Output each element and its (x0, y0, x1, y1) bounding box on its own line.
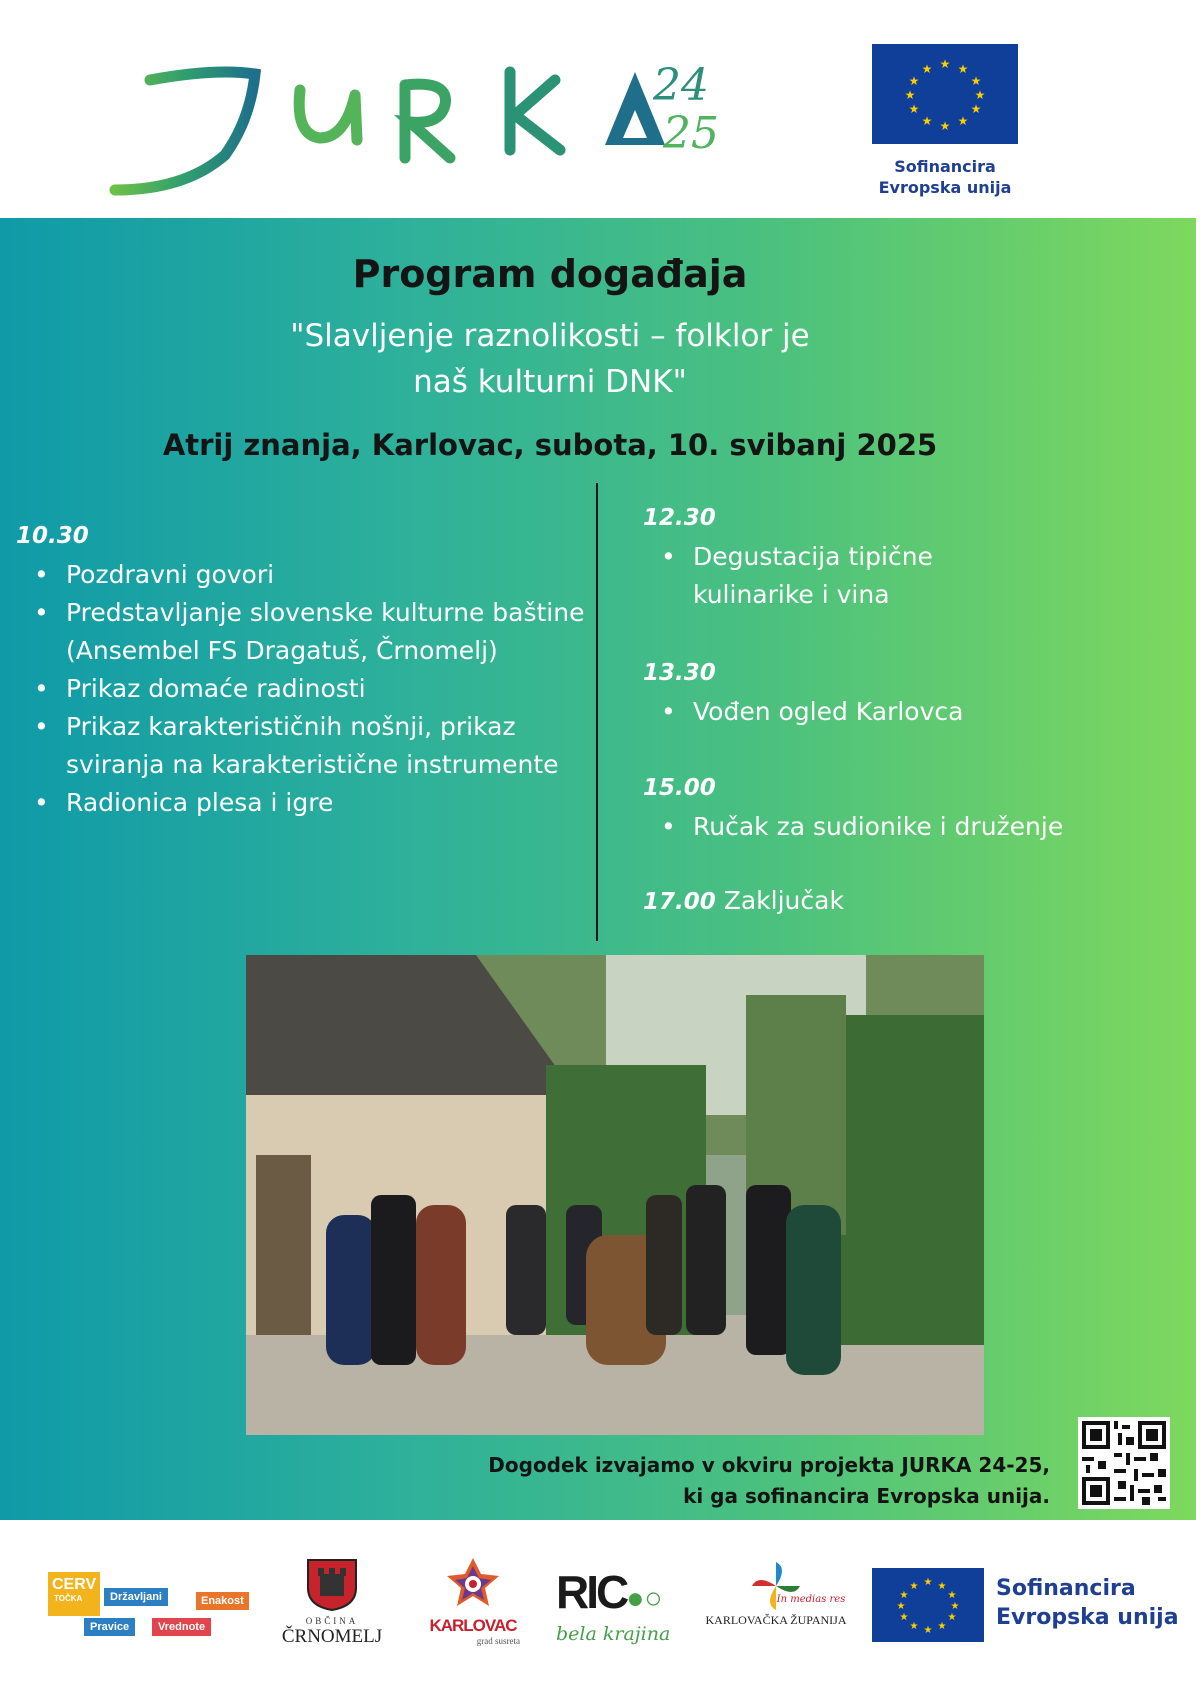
subtitle-line2: naš kulturni DNK" (413, 364, 687, 400)
time-10-30: 10.30 (16, 523, 89, 549)
ric-dots-icon: ●○ (626, 1582, 663, 1615)
svg-text:★: ★ (899, 1590, 909, 1601)
karlovac-logo (418, 1556, 528, 1656)
svg-text:★: ★ (937, 1581, 947, 1592)
time-13-30: 13.30 (643, 660, 716, 686)
time-15-00: 15.00 (643, 775, 716, 801)
svg-text:★: ★ (908, 102, 920, 116)
svg-text:★: ★ (909, 1581, 919, 1592)
folklore-photo (246, 955, 984, 1435)
karlovac-star-icon (443, 1556, 503, 1612)
logo-years-bottom: 25 (663, 108, 719, 159)
list-item: • Predstavljanje slovenske kulturne baštine (Ansembel FS Dragatuš, Črnomelj) (18, 594, 608, 670)
svg-text:★: ★ (947, 1612, 957, 1623)
svg-text:★: ★ (974, 88, 986, 102)
ric-name (556, 1568, 676, 1623)
svg-text:★: ★ (908, 74, 920, 88)
karlovac-name: KARLOVAC (429, 1616, 517, 1635)
karlovacka-name: KARLOVAČKA ŽUPANIJA (705, 1613, 847, 1627)
qr-code-icon[interactable] (1078, 1417, 1170, 1509)
cerv-title: CERV (52, 1576, 97, 1593)
crnomelj-name: ČRNOMELJ (281, 1626, 383, 1647)
list-item: • Prikaz domaće radinosti (18, 670, 608, 708)
logo-years-top: 24 (653, 60, 709, 111)
ric-name-text: RIC (556, 1566, 627, 1618)
karlovac-tagline: grad susreta (476, 1636, 520, 1646)
page-title: Program događaja (352, 252, 748, 296)
svg-text:★: ★ (909, 1621, 919, 1632)
project-note-line1: Dogodek izvajamo v okviru projekta JURKA 24-25, (488, 1453, 1050, 1477)
schedule-right-list-2 (645, 693, 1145, 731)
program-panel (0, 218, 1196, 1520)
cerv-logo (48, 1572, 258, 1642)
svg-text:★: ★ (957, 114, 969, 128)
crnomelj-logo (272, 1556, 392, 1656)
closing-label: Zaključak (723, 886, 844, 915)
ric-logo (556, 1568, 676, 1658)
jurka-logo (105, 40, 795, 200)
eu-caption-line2: Evropska unija (878, 178, 1012, 197)
eu-caption-bottom-line1: Sofinancira (996, 1576, 1136, 1601)
svg-text:★: ★ (970, 102, 982, 116)
eu-caption-bottom-line2: Evropska unija (996, 1605, 1179, 1630)
list-item: • Vođen ogled Karlovca (645, 693, 1145, 731)
svg-text:★: ★ (923, 1577, 933, 1588)
project-note-line2: ki ga sofinancira Evropska unija. (683, 1484, 1050, 1508)
karlovacka-zupanija-logo (696, 1560, 856, 1660)
eu-caption (860, 156, 1030, 198)
closing-time: 17.00 (643, 889, 716, 915)
cerv-word-drzavljani: Državljani (104, 1588, 168, 1606)
svg-text:★: ★ (937, 1621, 947, 1632)
list-item: • Prikaz karakterističnih nošnji, prikaz sviranja na karakteristične instrumente (18, 708, 608, 784)
schedule-left-list (18, 556, 608, 822)
schedule-right-list-3 (645, 808, 1185, 846)
eu-caption-line1: Sofinancira (894, 157, 996, 176)
svg-text:★: ★ (923, 1625, 933, 1636)
eu-caption-bottom (996, 1574, 1179, 1632)
subtitle-line1: "Slavljenje raznolikosti – folklor je (290, 318, 810, 354)
list-item: • Pozdravni govori (18, 556, 608, 594)
svg-text:★: ★ (899, 1612, 909, 1623)
cerv-subtitle: TOČKA (54, 1594, 83, 1603)
closing-row (643, 886, 844, 915)
partner-logos (0, 1520, 1200, 1703)
crnomelj-crest-icon (304, 1556, 360, 1612)
svg-text:★: ★ (939, 119, 951, 133)
cerv-word-pravice: Pravice (84, 1618, 135, 1636)
svg-text:★: ★ (904, 88, 916, 102)
venue-date: Atrij znanja, Karlovac, subota, 10. svibanj 2025 (162, 428, 938, 462)
eu-flag-bottom-icon (872, 1568, 984, 1642)
svg-text:★: ★ (970, 74, 982, 88)
eu-flag-icon (872, 44, 1018, 144)
list-item: • Degustacija tipične kulinarike i vina (645, 538, 975, 614)
svg-text:★: ★ (921, 114, 933, 128)
cerv-word-enakost: Enakost (196, 1592, 249, 1610)
schedule-right-list-1 (645, 538, 975, 614)
svg-text:★: ★ (957, 62, 969, 76)
cerv-word-vrednote: Vrednote (152, 1618, 211, 1636)
svg-text:★: ★ (947, 1590, 957, 1601)
list-item: • Radionica plesa i igre (18, 784, 608, 822)
project-note (440, 1450, 1050, 1512)
ric-subtitle: bela krajina (556, 1623, 671, 1645)
list-item: • Ručak za sudionike i druženje (645, 808, 1185, 846)
karlovacka-motto: In medias res (776, 1594, 846, 1605)
cerv-badge (48, 1572, 100, 1616)
svg-text:★: ★ (950, 1601, 960, 1612)
svg-text:★: ★ (921, 62, 933, 76)
crnomelj-small-label: OBČINA (305, 1616, 359, 1626)
header (0, 0, 1200, 218)
svg-text:★: ★ (939, 57, 951, 71)
svg-text:★: ★ (896, 1601, 906, 1612)
time-12-30: 12.30 (643, 505, 716, 531)
